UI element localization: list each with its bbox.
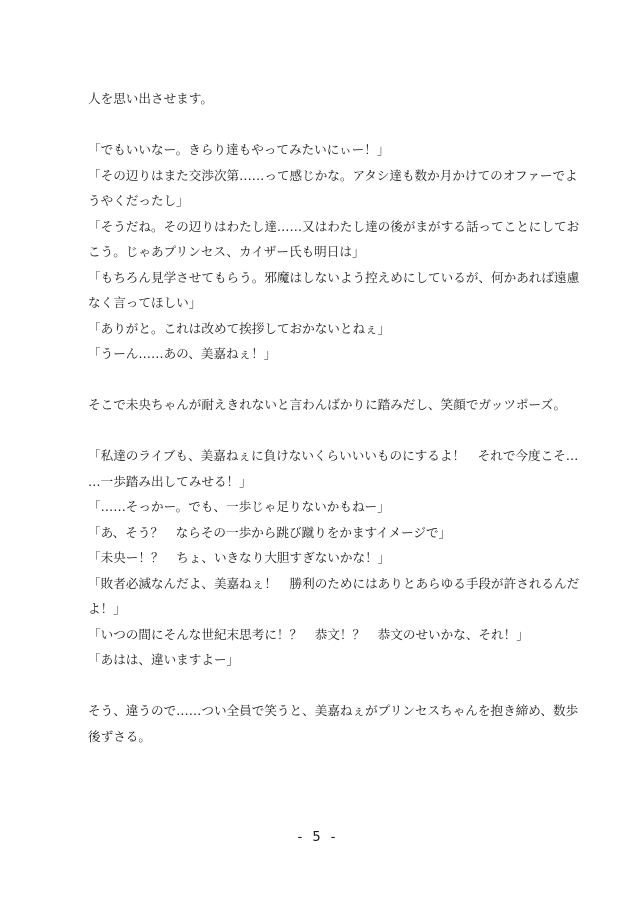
text-line: こう。じゃあプリンセス、カイザー氏も明日は」	[88, 244, 365, 259]
body-text	[88, 86, 580, 749]
text-line: なく言ってほしい」	[88, 295, 202, 310]
text-line: 「ありがと。これは改めて挨拶しておかないとねぇ」	[88, 320, 391, 336]
text-line: …一歩踏み出してみせる！」	[88, 473, 252, 489]
blank-line	[88, 418, 558, 444]
blank-line	[88, 112, 558, 138]
text-line: 「私達のライブも、美嘉ねぇに負けないくらいいいものにするよ！ それで今度こそ…	[88, 448, 579, 463]
text-line: 「あ、そう？ ならその一歩から跳び蹴りをかますイメージで」	[88, 524, 452, 540]
text-line: 「でもいいなー。きらり達もやってみたいにぃー！」	[88, 142, 390, 157]
text-line: 「あはは、違いますよー」	[88, 652, 240, 667]
blank-line	[88, 367, 558, 393]
text-line: そこで未央ちゃんが耐えきれないと言わんばかりに踏みだし、笑顔でガッツポーズ。	[88, 397, 567, 412]
text-line: 「……そっかー。でも、一歩じゃ足りないかもねー」	[88, 499, 390, 514]
text-line: 「その辺りはまた交渉次第……って感じかな。アタシ達も数か月かけてのオファーでよ	[88, 167, 578, 183]
text-line: 「いつの間にそんな世紀末思考に！？ 恭文！？ 恭文のせいかな、それ！」	[88, 626, 529, 642]
text-line: 「うーん……あの、美嘉ねぇ！」	[88, 346, 277, 361]
text-line: 「未央ー！？ ちょ、いきなり大胆すぎないかな！」	[88, 550, 391, 565]
text-line: 「そうだね。その辺りはわたし達……又はわたし達の後がまがする話ってことにしてお	[88, 218, 580, 234]
text-line: 人を思い出させます。	[88, 91, 213, 106]
text-line: そう、違うので……つい全員で笑うと、美嘉ねぇがプリンセスちゃんを抱き締め、数歩	[88, 703, 579, 718]
blank-line	[88, 673, 558, 699]
text-line: 後ずさる。	[88, 728, 151, 744]
text-line: よ！」	[88, 601, 126, 616]
text-line: 「もちろん見学させてもらう。邪魔はしないよう控えめにしているが、何かあれば遠慮	[88, 269, 580, 285]
text-line: 「敗者必滅なんだよ、美嘉ねぇ！ 勝利のためにはありとあらゆる手段が許されるんだ	[88, 575, 580, 591]
text-line: うやくだったし」	[88, 193, 189, 208]
page-number: - 5 -	[297, 830, 339, 845]
